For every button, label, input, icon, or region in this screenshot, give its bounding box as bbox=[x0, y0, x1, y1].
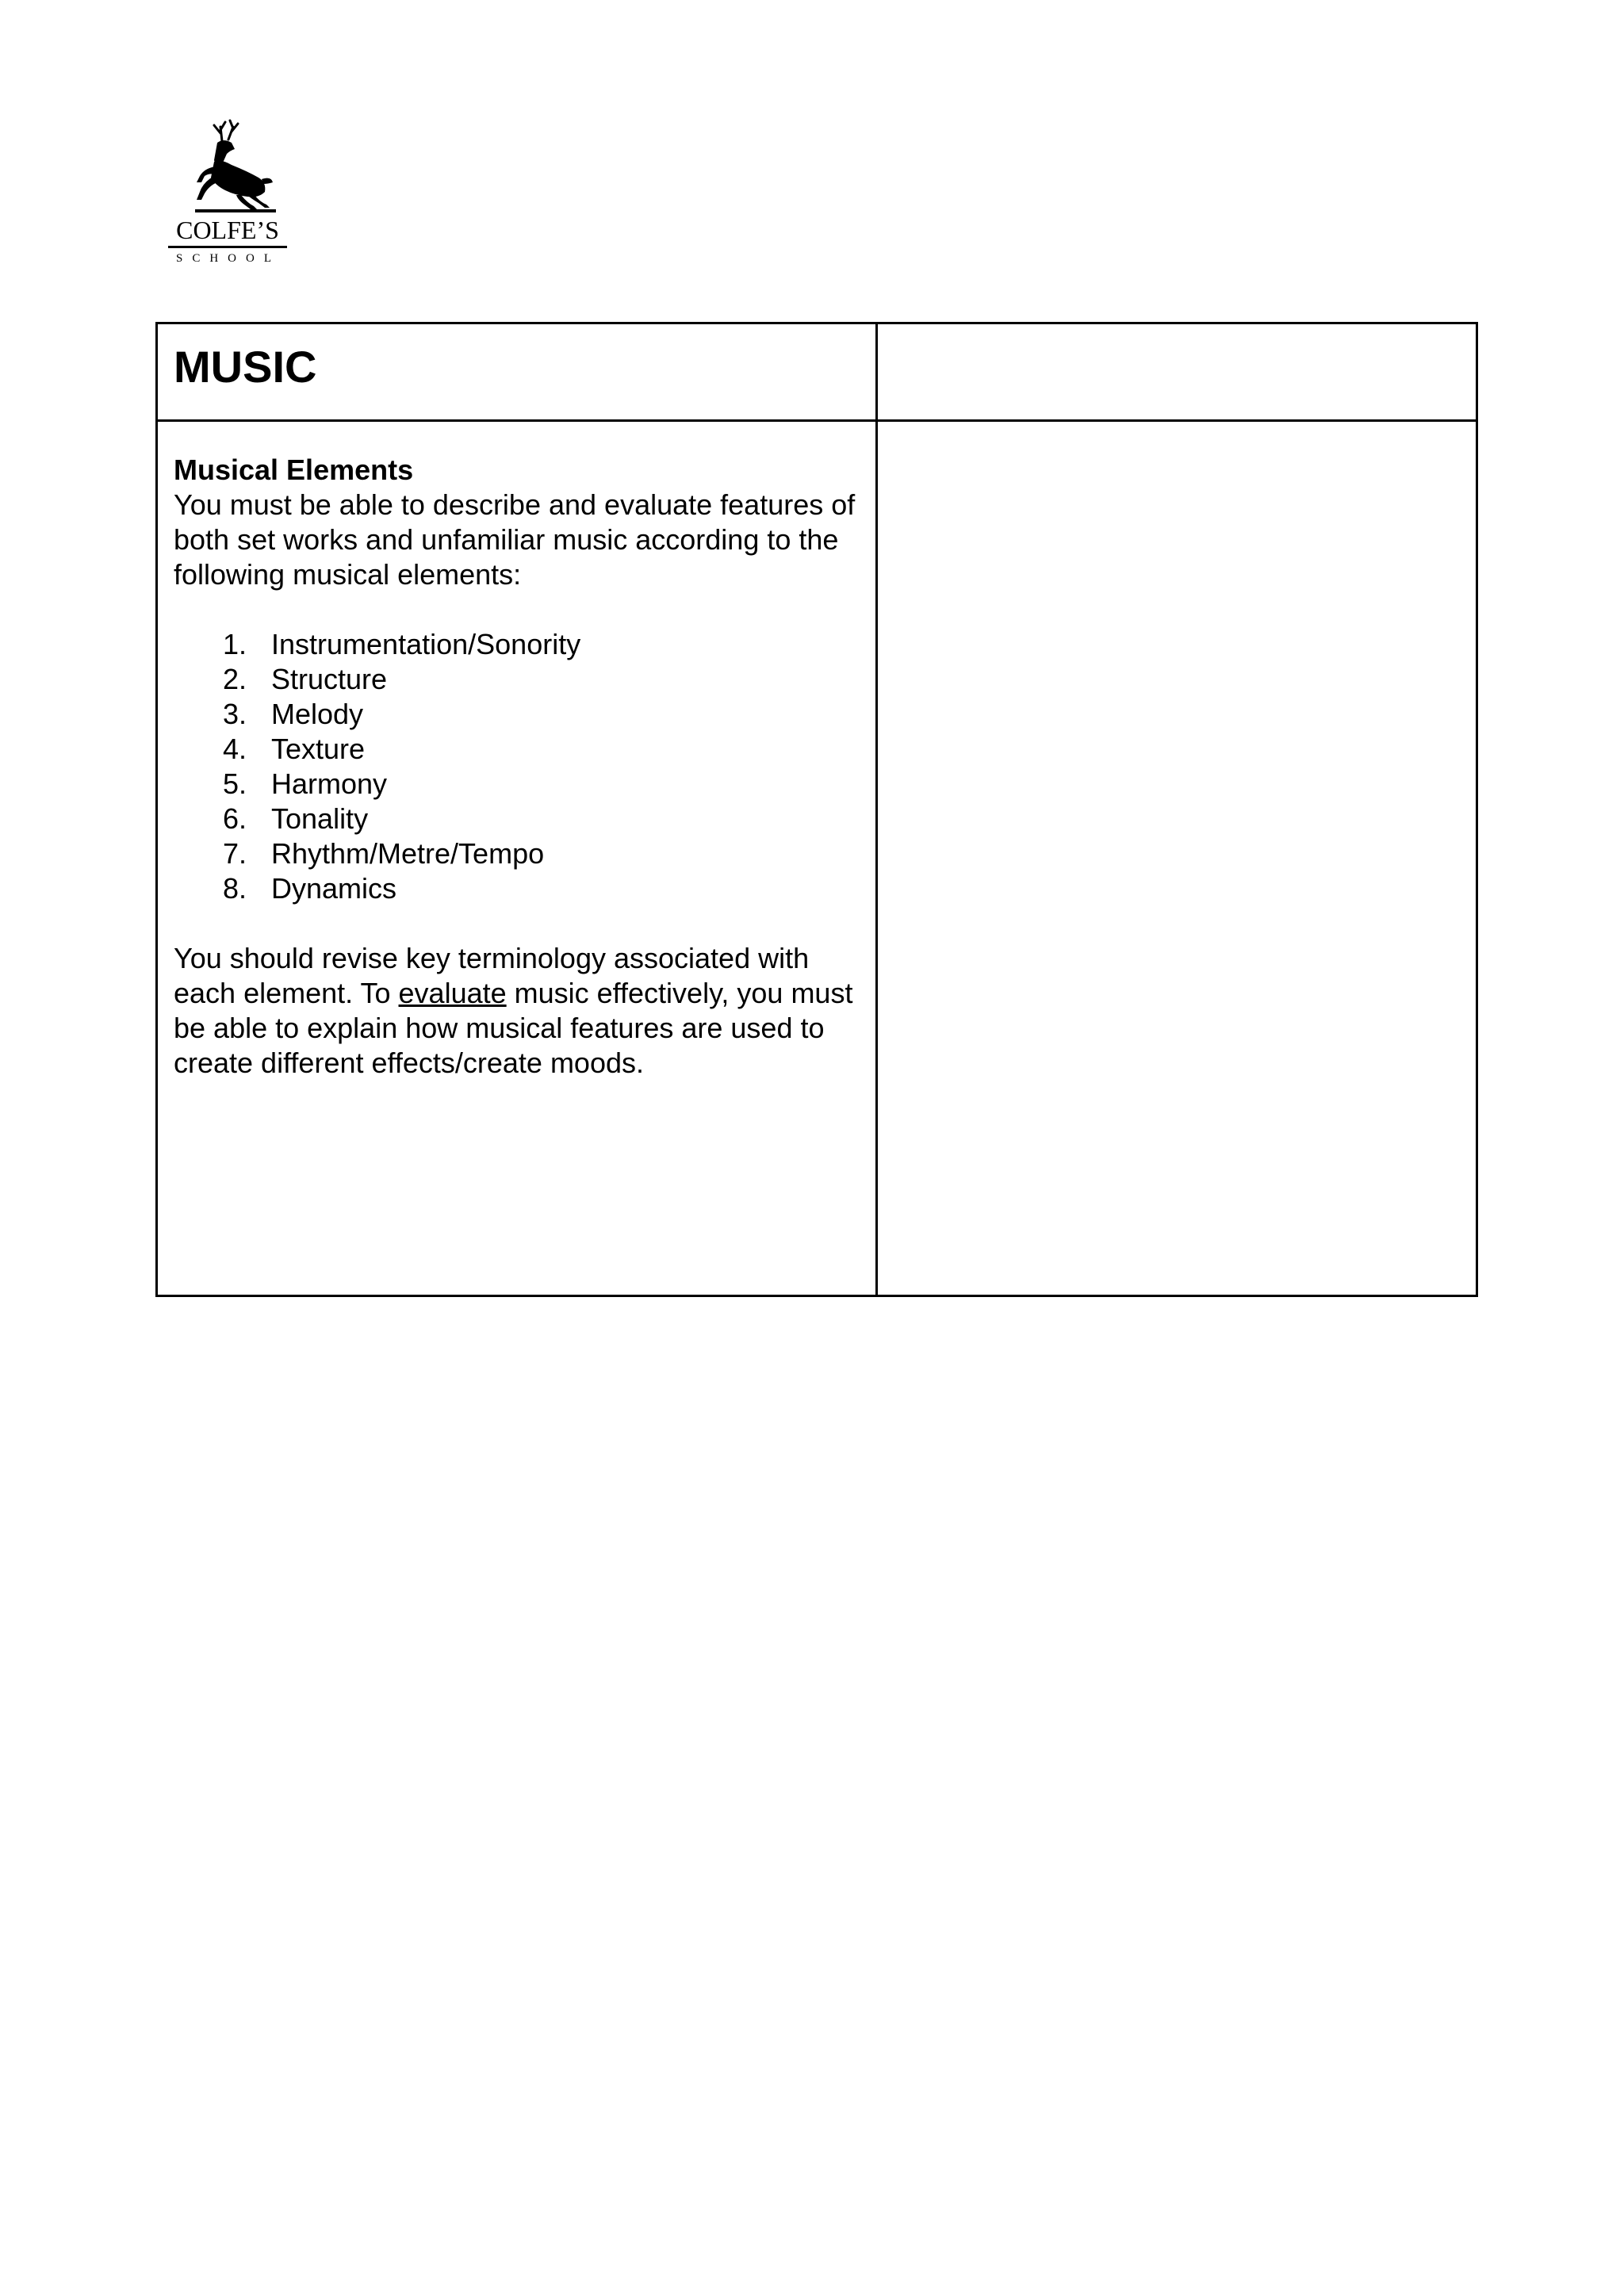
list-item-label: Dynamics bbox=[271, 872, 397, 905]
list-item-number: 5. bbox=[222, 767, 247, 800]
elements-list bbox=[174, 627, 868, 906]
list-item bbox=[174, 802, 868, 836]
list-item-number: 3. bbox=[222, 698, 247, 730]
list-item bbox=[174, 627, 868, 662]
list-item-label: Rhythm/Metre/Tempo bbox=[271, 837, 545, 870]
school-logo bbox=[165, 119, 300, 277]
list-item bbox=[174, 871, 868, 906]
list-item-label: Harmony bbox=[271, 767, 388, 800]
row-divider bbox=[158, 419, 1476, 422]
logo-divider bbox=[168, 246, 287, 248]
list-item-number: 4. bbox=[222, 733, 247, 765]
logo-subtitle: SCHOOL bbox=[175, 252, 281, 265]
leaping-stag-icon bbox=[165, 119, 292, 214]
outro-text-start: You should revise key terminology associated with each element. To bbox=[174, 942, 810, 1009]
list-item-number: 2. bbox=[222, 663, 247, 695]
list-item bbox=[174, 697, 868, 732]
subject-title: MUSIC bbox=[174, 342, 317, 392]
outro-text-end: music effectively, you must be able to explain how musical features are used to create different effects/create moods. bbox=[174, 977, 853, 1079]
list-item bbox=[174, 836, 868, 871]
list-item-number: 7. bbox=[222, 837, 247, 870]
list-item-label: Tonality bbox=[271, 802, 369, 835]
section-heading: Musical Elements bbox=[174, 453, 414, 486]
column-divider bbox=[875, 324, 878, 1295]
subject-table bbox=[155, 322, 1478, 1297]
outro-underlined-word: evaluate bbox=[398, 977, 507, 1009]
outro-paragraph bbox=[174, 941, 868, 1081]
list-item-label: Texture bbox=[271, 733, 366, 765]
logo-school-name: COLFE’S bbox=[176, 216, 279, 244]
list-item bbox=[174, 662, 868, 697]
list-item bbox=[174, 767, 868, 802]
list-item-number: 1. bbox=[222, 628, 247, 660]
list-item-label: Structure bbox=[271, 663, 388, 695]
list-item-label: Instrumentation/Sonority bbox=[271, 628, 581, 660]
list-item bbox=[174, 732, 868, 767]
content-cell bbox=[174, 453, 868, 1081]
list-item-number: 6. bbox=[222, 802, 247, 835]
list-item-label: Melody bbox=[271, 698, 364, 730]
intro-paragraph: You must be able to describe and evaluate features of both set works and unfamiliar music according to the following musical elements: bbox=[174, 488, 856, 591]
list-item-number: 8. bbox=[222, 872, 247, 905]
